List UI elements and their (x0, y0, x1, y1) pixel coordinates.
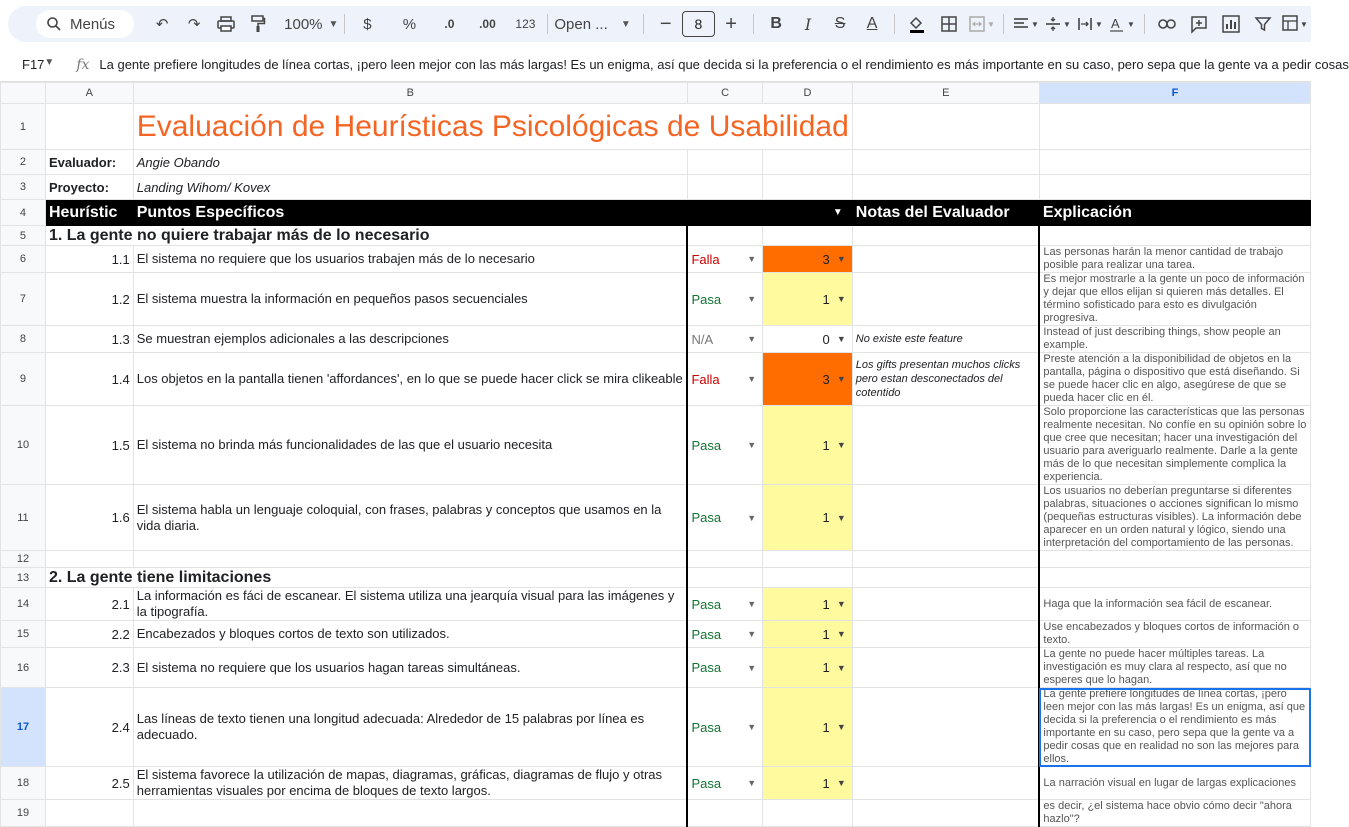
row-header[interactable]: 7 (1, 273, 46, 326)
cell[interactable] (687, 800, 762, 827)
font-size-input[interactable]: 8 (682, 11, 715, 37)
formula-input[interactable]: La gente prefiere longitudes de línea cortas, ¡pero leen mejor con las más largas! Es un enigma, así que decida si la preferencia o el rendimiento es más importante en su caso, pero sepa que la gente va a pedir cosas (99, 57, 1349, 72)
row-header[interactable]: 14 (1, 588, 46, 621)
table-row (1, 588, 1311, 621)
fx-icon: fx (76, 56, 90, 73)
row-header[interactable]: 8 (1, 326, 46, 353)
status-value: Pasa (691, 775, 722, 791)
explanation-cell[interactable]: Los usuarios no deberían preguntarse si diferentes palabras, situaciones o acciones significan lo mismo (pequeñas estructuras visibles). La información debe aparecer en un orden natural y lógico, siendo una interpretación del comportamiento de las personas. (1039, 485, 1310, 551)
item-text[interactable]: El sistema no requiere que los usuarios hagan tareas simultáneas. (133, 648, 687, 688)
item-text[interactable]: El sistema no requiere que los usuarios trabajen más de lo necesario (133, 246, 687, 273)
cell[interactable] (45, 800, 133, 827)
chevron-down-icon: ▼ (620, 18, 631, 30)
score-dropdown[interactable] (763, 485, 853, 551)
chevron-down-icon: ▼ (44, 57, 55, 68)
chevron-down-icon: ▼ (747, 334, 757, 344)
column-header-f[interactable]: F (1039, 83, 1310, 104)
note-cell[interactable] (852, 246, 1039, 273)
cell[interactable] (763, 568, 853, 588)
cell[interactable] (852, 104, 1039, 150)
undo-icon[interactable]: ↶ (155, 16, 169, 33)
sheet-table (0, 82, 1311, 827)
merge-cells-icon[interactable] (967, 10, 995, 38)
column-header-c[interactable]: C (687, 83, 762, 104)
status-dropdown[interactable] (687, 326, 762, 353)
explanation-cell[interactable]: Use encabezados y bloques cortos de información o texto. (1039, 621, 1310, 648)
table-row (1, 273, 1311, 326)
align-icon[interactable] (1012, 10, 1040, 38)
row-header[interactable]: 9 (1, 353, 46, 406)
svg-text:▼: ▼ (1127, 20, 1135, 29)
row-header[interactable]: 16 (1, 648, 46, 688)
toolbar-bar (8, 6, 1311, 42)
status-value: Falla (691, 371, 720, 387)
chevron-down-icon: ▼ (328, 18, 339, 30)
decrease-font-size-button[interactable]: − (659, 12, 672, 35)
svg-text:▼: ▼ (987, 20, 995, 29)
item-number[interactable]: 2.3 (45, 648, 133, 688)
decrease-decimal-button[interactable]: .0 (444, 17, 455, 31)
divider (894, 14, 895, 34)
explanation-cell[interactable]: La gente no puede hacer múltiples tareas. La investigación es muy clara al respecto, así que no esperes que lo hagan. (1039, 648, 1310, 688)
cell[interactable] (852, 551, 1039, 568)
row-header[interactable]: 10 (1, 406, 46, 485)
evaluator-label[interactable]: Evaluador: (45, 150, 133, 175)
cell[interactable] (1039, 226, 1310, 246)
cell[interactable] (687, 551, 762, 568)
header-heuristic[interactable]: Heurístic (45, 200, 133, 226)
explanation-cell[interactable]: Es mejor mostrarle a la gente un poco de información y dejar que ellos elijan si quieren más detalles. El término sofisticado para esto es divulgación progresiva. (1039, 273, 1310, 326)
row-header[interactable]: 19 (1, 800, 46, 827)
menus-label: Menús (70, 15, 116, 33)
item-text[interactable]: Encabezados y bloques cortos de texto son utilizados. (133, 621, 687, 648)
status-dropdown[interactable] (687, 406, 762, 485)
filter-icon[interactable] (1249, 10, 1277, 38)
fill-color-icon[interactable] (903, 10, 931, 38)
score-value: 1 (822, 775, 830, 791)
status-dropdown[interactable] (687, 246, 762, 273)
note-cell[interactable]: No existe este feature (852, 326, 1039, 353)
column-header-a[interactable]: A (45, 83, 133, 104)
font-value: Open ... (554, 15, 608, 33)
comment-icon[interactable] (1185, 10, 1213, 38)
increase-decimal-button[interactable]: .00 (479, 17, 496, 31)
header-status[interactable] (687, 200, 762, 226)
chevron-down-icon: ▼ (747, 512, 757, 523)
borders-icon[interactable] (935, 10, 963, 38)
section-title[interactable]: 1. La gente no quiere trabajar más de lo necesario (45, 226, 687, 246)
page-title[interactable]: Evaluación de Heurísticas Psicológicas de Usabilidad (133, 104, 852, 150)
cell[interactable] (133, 800, 687, 827)
zoom-value: 100% (284, 15, 323, 33)
cell[interactable] (852, 175, 1039, 200)
chevron-down-icon: ▼ (836, 334, 846, 344)
table-row (1, 648, 1311, 688)
chevron-down-icon: ▼ (747, 440, 757, 450)
item-text[interactable]: El sistema muestra la información en pequeños pasos secuenciales (133, 273, 687, 326)
score-dropdown[interactable] (763, 273, 853, 326)
table-row (1, 353, 1311, 406)
item-number[interactable]: 2.4 (45, 688, 133, 767)
explanation-cell[interactable]: Las personas harán la menor cantidad de trabajo posible para realizar una tarea. (1039, 246, 1310, 273)
status-value: Pasa (691, 437, 722, 453)
chevron-down-icon: ▼ (747, 294, 757, 304)
status-dropdown[interactable] (687, 273, 762, 326)
score-value: 1 (822, 719, 830, 735)
item-text[interactable]: El sistema habla un lenguaje coloquial, con frases, palabras y conceptos que usamos en la vida diaria. (133, 485, 687, 551)
score-value: 1 (822, 291, 830, 307)
status-value: Pasa (691, 596, 722, 612)
project-label[interactable]: Proyecto: (45, 175, 133, 200)
cell[interactable] (763, 551, 853, 568)
font-select[interactable] (554, 16, 630, 33)
cell[interactable] (852, 800, 1039, 827)
note-cell[interactable] (852, 621, 1039, 648)
score-value: 0 (822, 331, 830, 347)
formula-bar (0, 48, 1349, 82)
svg-text:▼: ▼ (1063, 20, 1071, 29)
note-cell[interactable] (852, 406, 1039, 485)
toolbar (0, 0, 1311, 48)
chevron-down-icon: ▼ (836, 440, 846, 450)
header-score[interactable] (763, 200, 853, 226)
section-title[interactable]: 2. La gente tiene limitaciones (45, 568, 687, 588)
chevron-down-icon: ▼ (836, 629, 846, 639)
status-value: Pasa (691, 719, 722, 735)
note-cell[interactable] (852, 485, 1039, 551)
chevron-down-icon: ▼ (836, 722, 846, 732)
score-value: 3 (822, 371, 830, 387)
explanation-cell[interactable]: Preste atención a la disponibilidad de objetos en la pantalla, página o dispositivo que está diseñando. Si se puede hacer clic en algo, asegúrese de que se pueda hacer clic en él. (1039, 353, 1310, 406)
item-text[interactable]: El sistema favorece la utilización de mapas, diagramas, gráficas, diagramas de flujo y otras herramientas visuales por encima de bloques de texto largos. (133, 767, 687, 800)
strikethrough-icon[interactable]: S (834, 15, 846, 32)
note-cell[interactable] (852, 588, 1039, 621)
status-dropdown[interactable] (687, 588, 762, 621)
row-header[interactable]: 3 (1, 175, 46, 200)
item-text[interactable]: Se muestran ejemplos adicionales a las descripciones (133, 326, 687, 353)
score-value: 1 (822, 510, 830, 525)
item-number[interactable]: 1.6 (45, 485, 133, 551)
note-cell[interactable] (852, 273, 1039, 326)
filter-dropdown-icon[interactable]: ▼ (832, 207, 843, 218)
chart-icon[interactable] (1217, 10, 1245, 38)
chevron-down-icon: ▼ (836, 512, 846, 523)
cell[interactable] (763, 800, 853, 827)
select-all-corner[interactable] (1, 83, 46, 104)
table-row (1, 326, 1311, 353)
divider (547, 14, 548, 34)
score-dropdown[interactable] (763, 326, 853, 353)
table-row (1, 406, 1311, 485)
item-number[interactable]: 1.5 (45, 406, 133, 485)
item-text[interactable]: El sistema no brinda más funcionalidades de las que el usuario necesita (133, 406, 687, 485)
row-header[interactable]: 2 (1, 150, 46, 175)
menus-search[interactable] (36, 10, 134, 38)
note-cell[interactable] (852, 648, 1039, 688)
svg-text:▼: ▼ (1300, 20, 1308, 29)
spreadsheet-grid (0, 82, 1311, 825)
link-icon[interactable] (1153, 10, 1181, 38)
cell[interactable] (1039, 551, 1310, 568)
chevron-down-icon: ▼ (747, 778, 757, 788)
status-dropdown[interactable] (687, 621, 762, 648)
status-dropdown[interactable] (687, 353, 762, 406)
chevron-down-icon: ▼ (836, 254, 846, 264)
svg-text:A: A (1111, 16, 1120, 31)
item-number[interactable]: 1.2 (45, 273, 133, 326)
chevron-down-icon: ▼ (836, 778, 846, 788)
status-value: N/A (691, 331, 714, 347)
paint-format-icon[interactable] (244, 10, 272, 38)
chevron-down-icon: ▼ (836, 374, 846, 384)
score-value: 3 (822, 251, 830, 267)
svg-text:▼: ▼ (1031, 20, 1039, 29)
text-wrap-icon[interactable] (1076, 10, 1104, 38)
cell[interactable] (45, 104, 133, 150)
divider (643, 14, 644, 34)
cell[interactable] (1039, 175, 1310, 200)
cell[interactable] (687, 175, 762, 200)
score-dropdown[interactable] (763, 246, 853, 273)
redo-icon[interactable]: ↷ (187, 16, 201, 33)
header-explanation[interactable]: Explicación (1039, 200, 1310, 226)
status-dropdown[interactable] (687, 485, 762, 551)
chevron-down-icon: ▼ (836, 662, 846, 673)
zoom-select[interactable] (284, 16, 338, 33)
chevron-down-icon: ▼ (747, 254, 757, 264)
row-header[interactable]: 13 (1, 568, 46, 588)
project-value[interactable]: Landing Wihom/ Kovex (133, 175, 687, 200)
score-dropdown[interactable] (763, 688, 853, 767)
header-notes[interactable]: Notas del Evaluador (852, 200, 1039, 226)
score-dropdown[interactable] (763, 767, 853, 800)
cell[interactable] (763, 175, 853, 200)
item-number[interactable]: 1.4 (45, 353, 133, 406)
divider (344, 14, 345, 34)
table-row (1, 485, 1311, 551)
cell[interactable] (852, 226, 1039, 246)
status-value: Pasa (691, 626, 722, 642)
item-text[interactable]: La información es fáci de escanear. El sistema utiliza una jearquía visual para las imágenes y la tipografía. (133, 588, 687, 621)
chevron-down-icon: ▼ (747, 722, 757, 732)
status-dropdown[interactable] (687, 767, 762, 800)
text-rotation-icon[interactable] (1108, 10, 1136, 38)
status-value: Pasa (691, 660, 722, 675)
chevron-down-icon: ▼ (747, 599, 757, 609)
row-header[interactable]: 11 (1, 485, 46, 551)
row-header[interactable]: 12 (1, 551, 46, 568)
search-icon (46, 16, 62, 32)
score-value: 1 (822, 596, 830, 612)
note-cell[interactable]: Los gifts presentan muchos clicks pero estan desconectados del cotentido (852, 353, 1039, 406)
cell[interactable] (852, 150, 1039, 175)
explanation-cell[interactable]: Solo proporcione las características que las personas realmente necesitan. No confíe en su opinión sobre lo que cree que necesitan; hacer una investigación del usuario para averiguarlo realmente. Darle a la gente más de lo que necesitan simplemente complica la experiencia. (1039, 406, 1310, 485)
row-header[interactable]: 1 (1, 104, 46, 150)
explanation-cell[interactable]: es decir, ¿el sistema hace obvio cómo decir "ahora hazlo"? (1039, 800, 1310, 827)
table-row (1, 246, 1311, 273)
cell[interactable] (1039, 568, 1310, 588)
explanation-cell[interactable]: La narración visual en lugar de largas explicaciones (1039, 767, 1310, 800)
explanation-cell-selected[interactable]: La gente prefiere longitudes de línea cortas, ¡pero leen mejor con las más largas! Es un enigma, así que decida si la preferencia o el rendimiento es más importante en su caso, pero sepa que la gente va a pedir cosas que en realidad no son las mejores para ellos. (1039, 688, 1310, 767)
vertical-align-icon[interactable] (1044, 10, 1072, 38)
filter-views-icon[interactable] (1281, 10, 1309, 38)
item-text[interactable]: Los objetos en la pantalla tienen 'affordances', en lo que se puede hacer click se mira clikeable (133, 353, 687, 406)
table-row (1, 767, 1311, 800)
status-value: Pasa (691, 291, 722, 307)
note-cell[interactable] (852, 688, 1039, 767)
currency-button[interactable]: $ (363, 15, 372, 33)
column-header-b[interactable]: B (133, 83, 687, 104)
row-header[interactable]: 15 (1, 621, 46, 648)
score-dropdown[interactable] (763, 406, 853, 485)
print-icon[interactable] (212, 10, 240, 38)
score-value: 1 (822, 626, 830, 642)
cell[interactable] (1039, 104, 1310, 150)
cell[interactable] (687, 150, 762, 175)
chevron-down-icon: ▼ (836, 599, 846, 609)
note-cell[interactable] (852, 767, 1039, 800)
column-header-e[interactable]: E (852, 83, 1039, 104)
percent-button[interactable]: % (402, 15, 417, 33)
text-color-icon[interactable]: A (866, 15, 878, 32)
explanation-cell[interactable]: Haga que la información sea fácil de escanear. (1039, 588, 1310, 621)
italic-icon[interactable]: I (804, 14, 812, 34)
evaluator-value[interactable]: Angie Obando (133, 150, 687, 175)
item-number[interactable]: 1.3 (45, 326, 133, 353)
row-header[interactable]: 17 (1, 688, 46, 767)
row-header[interactable]: 18 (1, 767, 46, 800)
item-number[interactable]: 1.1 (45, 246, 133, 273)
cell[interactable] (133, 551, 687, 568)
divider (1003, 14, 1004, 34)
chevron-down-icon: ▼ (747, 662, 757, 673)
increase-font-size-button[interactable]: + (725, 12, 737, 35)
score-value: 1 (822, 437, 830, 453)
chevron-down-icon: ▼ (747, 629, 757, 639)
cell[interactable] (1039, 150, 1310, 175)
score-value: 1 (822, 660, 830, 675)
status-dropdown[interactable] (687, 648, 762, 688)
item-number[interactable]: 2.1 (45, 588, 133, 621)
status-value: Pasa (691, 510, 722, 525)
name-box[interactable] (0, 57, 62, 72)
bold-icon[interactable]: B (770, 15, 782, 32)
score-dropdown[interactable] (763, 621, 853, 648)
chevron-down-icon: ▼ (836, 294, 846, 304)
table-row (1, 621, 1311, 648)
cell[interactable] (763, 226, 853, 246)
score-dropdown[interactable] (763, 588, 853, 621)
table-row (1, 688, 1311, 767)
row-header[interactable]: 5 (1, 226, 46, 246)
cell[interactable] (687, 226, 762, 246)
score-dropdown[interactable] (763, 648, 853, 688)
divider (753, 14, 754, 34)
cell[interactable] (852, 568, 1039, 588)
score-dropdown[interactable] (763, 353, 853, 406)
row-header[interactable]: 4 (1, 200, 46, 226)
item-number[interactable]: 2.5 (45, 767, 133, 800)
row-header[interactable]: 6 (1, 246, 46, 273)
cell[interactable] (763, 150, 853, 175)
cell-reference: F17 (22, 57, 45, 72)
cell[interactable] (45, 551, 133, 568)
status-dropdown[interactable] (687, 688, 762, 767)
number-format-button[interactable]: 123 (515, 17, 536, 31)
chevron-down-icon: ▼ (747, 374, 757, 384)
cell[interactable] (687, 568, 762, 588)
item-number[interactable]: 2.2 (45, 621, 133, 648)
header-points[interactable]: Puntos Específicos (133, 200, 687, 226)
status-value: Falla (691, 251, 720, 267)
divider (1144, 14, 1145, 34)
column-header-d[interactable]: D (763, 83, 853, 104)
item-text[interactable]: Las líneas de texto tienen una longitud adecuada: Alrededor de 15 palabras por línea es adecuado. (133, 688, 687, 767)
svg-text:▼: ▼ (1095, 20, 1103, 29)
explanation-cell[interactable]: Instead of just describing things, show people an example. (1039, 326, 1310, 353)
